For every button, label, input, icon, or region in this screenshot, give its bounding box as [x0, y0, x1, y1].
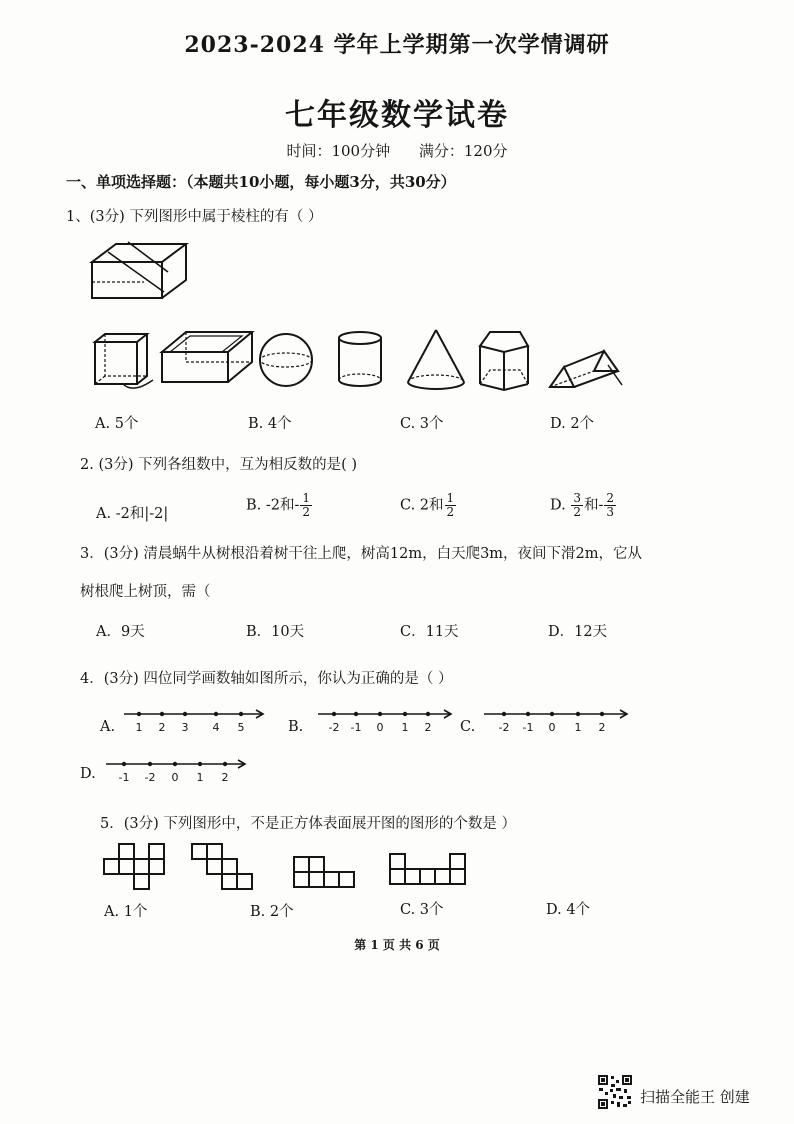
question-2-stem: 2. (3分) 下列各组数中，互为相反数的是( ) [80, 457, 358, 473]
q4-c-tick-label: 1 [574, 721, 582, 734]
q4-axis-d [104, 756, 249, 786]
q5-net-c [292, 855, 358, 891]
qr-code-icon [597, 1074, 633, 1110]
q5-net-b [190, 842, 255, 892]
q4-c-tick-label: -1 [522, 721, 534, 734]
question-3-stem-line-1: 3．(3分) 清晨蜗牛从树根沿着树干往上爬，树高12m，白天爬3m，夜间下滑2m，它从 [80, 546, 643, 562]
q2-c-fraction: $\frac{1}{2}$ [446, 491, 455, 519]
q2-a-text: -2和|-2| [115, 506, 169, 522]
q4-b-tick-label: -1 [350, 721, 362, 734]
q1-option-b[interactable]: B. 4个 [248, 416, 292, 432]
q4-a-tick-label: 5 [237, 721, 245, 734]
q1-option-a[interactable]: A. 5个 [95, 416, 139, 432]
q4-option-d-label[interactable]: D. [80, 766, 96, 782]
q1-shape-triangular-prism [546, 345, 626, 393]
exam-title: 2023-2024 学年上学期第一次学情调研 [184, 32, 610, 58]
q4-option-b-label[interactable]: B. [288, 719, 304, 735]
q2-option-c[interactable] [400, 492, 457, 519]
q1-shape-sphere [257, 332, 317, 388]
q4-c-tick-label: 0 [548, 721, 556, 734]
q1-option-c[interactable]: C. 3个 [400, 416, 444, 432]
q2-d-fraction-1: $\frac{3}{2}$ [573, 491, 581, 519]
q4-d-tick-label: 0 [171, 771, 179, 784]
q3-option-a[interactable]: A．9天 [96, 624, 145, 640]
exam-score: 满分：120分 [418, 142, 508, 160]
question-4-stem: 4．(3分) 四位同学画数轴如图所示，你认为正确的是（ ） [80, 671, 453, 687]
q2-c-text: 2和 [419, 497, 444, 514]
q5-net-a [104, 842, 179, 892]
q4-d-tick-label: 2 [221, 771, 229, 784]
q2-c-label: C. [400, 497, 416, 514]
q2-d-label: D. [550, 497, 566, 514]
q4-a-tick-label: 1 [135, 721, 143, 734]
q5-option-a[interactable]: A. 1个 [104, 904, 148, 920]
q1-figure-top-box [88, 242, 188, 304]
q4-axis-b [316, 706, 456, 736]
q5-option-b[interactable]: B. 2个 [250, 904, 294, 920]
q2-d-mid: 和 [583, 497, 599, 514]
q4-b-tick-label: -2 [328, 721, 340, 734]
exam-time: 时间：100分钟 [286, 142, 391, 160]
exam-subtitle: 七年级数学试卷 [285, 98, 509, 133]
q2-b-text: -2和 [265, 497, 295, 514]
q4-d-tick-label: 1 [196, 771, 204, 784]
q2-option-d[interactable] [550, 492, 617, 519]
q5-net-d [388, 852, 468, 888]
q4-c-tick-label: -2 [498, 721, 510, 734]
q2-b-sign: - [294, 497, 300, 514]
q4-d-tick-label: -2 [144, 771, 156, 784]
q4-b-tick-label: 1 [401, 721, 409, 734]
q3-option-b[interactable]: B．10天 [246, 624, 305, 640]
q1-shape-cuboid [160, 330, 255, 385]
q4-c-tick-label: 2 [598, 721, 606, 734]
q4-a-tick-label: 2 [158, 721, 166, 734]
question-3-stem-line-2: 树根爬上树顶，需（ [80, 584, 211, 600]
q5-option-d[interactable]: D. 4个 [546, 902, 591, 918]
q1-shape-pentagonal-prism [478, 330, 533, 392]
q2-option-a[interactable] [96, 502, 168, 523]
q2-b-label: B. [246, 497, 262, 514]
q3-option-c[interactable]: C．11天 [400, 624, 459, 640]
scanner-watermark: 扫描全能王 创建 [640, 1088, 750, 1106]
exam-meta [0, 140, 794, 161]
q4-axis-c [482, 706, 632, 736]
q5-option-c[interactable]: C. 3个 [400, 902, 444, 918]
q1-shape-cylinder [336, 330, 386, 390]
q2-a-label: A. [96, 506, 112, 522]
q4-b-tick-label: 0 [376, 721, 384, 734]
q2-d-fraction-2: $\frac{2}{3}$ [606, 491, 615, 519]
q1-option-d[interactable]: D. 2个 [550, 416, 595, 432]
q4-a-tick-label: 4 [212, 721, 220, 734]
q4-axis-a [122, 706, 267, 736]
q4-option-a-label[interactable]: A. [100, 719, 116, 735]
q4-b-tick-label: 2 [424, 721, 432, 734]
q4-option-c-label[interactable]: C. [460, 719, 476, 735]
question-1-stem: 1、(3分) 下列图形中属于棱柱的有（ ） [66, 209, 323, 225]
q2-d-sign: - [598, 497, 604, 514]
q2-option-b[interactable] [246, 492, 313, 519]
q1-shape-cube [93, 332, 153, 392]
q4-a-tick-label: 3 [181, 721, 189, 734]
q2-b-fraction: $\frac{1}{2}$ [302, 491, 311, 519]
q4-d-tick-label: -1 [118, 771, 130, 784]
page-number: 第 1 页 共 6 页 [354, 938, 440, 952]
question-5-stem: 5．(3分) 下列图形中，不是正方体表面展开图的图形的个数是 ） [100, 816, 516, 832]
q1-shape-cone [405, 328, 467, 392]
section-heading: 一、单项选择题：（本题共10小题，每小题3分，共30分） [66, 173, 456, 191]
q3-option-d[interactable]: D．12天 [548, 624, 608, 640]
